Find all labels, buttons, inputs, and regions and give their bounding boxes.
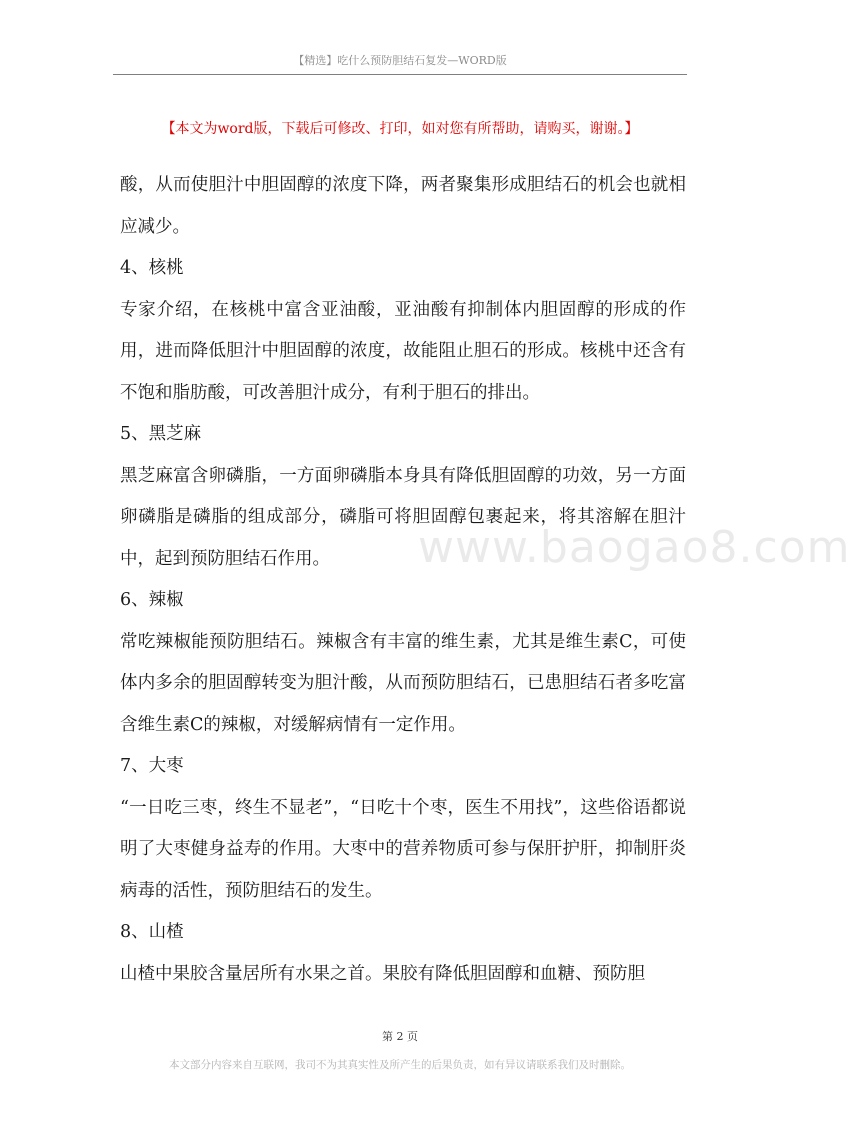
section-paragraph: 常吃辣椒能预防胆结石。辣椒含有丰富的维生素，尤其是维生素C，可使体内多余的胆固醇转变为胆汁酸，从而预防胆结石，已患胆结石者多吃富含维生素C的辣椒，对缓解病情有一定作用。	[120, 631, 686, 735]
section-black-sesame	[120, 414, 686, 580]
section-chili	[120, 580, 686, 746]
intro-paragraph: 酸，从而使胆汁中胆固醇的浓度下降，两者聚集形成胆结石的机会也就相应减少。	[120, 175, 686, 237]
watermark: www.baogao8.com	[418, 522, 850, 573]
section-walnut	[120, 248, 686, 414]
document-body	[120, 165, 686, 995]
page-header	[113, 52, 687, 75]
section-heading: 8、山楂	[120, 922, 184, 942]
section-paragraph: 黑芝麻富含卵磷脂，一方面卵磷脂本身具有降低胆固醇的功效，另一方面卵磷脂是磷脂的组成部分，磷脂可将胆固醇包裹起来，将其溶解在胆汁中，起到预防胆结石作用。	[120, 465, 686, 569]
section-heading: 7、大枣	[120, 756, 184, 776]
section-paragraph: 山楂中果胶含量居所有水果之首。果胶有降低胆固醇和血糖、预防胆	[120, 963, 645, 984]
section-paragraph: 专家介绍，在核桃中富含亚油酸，亚油酸有抑制体内胆固醇的形成的作用，进而降低胆汁中胆固醇的浓度，故能阻止胆石的形成。核桃中还含有不饱和脂肪酸，可改善胆汁成分，有利于胆石的排出。	[120, 299, 686, 403]
footer-disclaimer: 本文部分内容来自互联网，我司不为其真实性及所产生的后果负责，如有异议请联系我们及时删除。	[169, 1059, 631, 1071]
section-heading: 5、黑芝麻	[120, 424, 202, 444]
header-title: 【精选】吃什么预防胆结石复发—WORD版	[293, 54, 507, 67]
section-jujube	[120, 746, 686, 912]
section-hawthorn	[120, 912, 686, 995]
section-paragraph: “一日吃三枣，终生不显老”，“日吃十个枣，医生不用找”，这些俗语都说明了大枣健身益寿的作用。大枣中的营养物质可参与保肝护肝，抑制肝炎病毒的活性，预防胆结石的发生。	[120, 797, 686, 901]
section-heading: 4、核桃	[120, 258, 184, 278]
page-number: 第 2 页	[382, 1030, 418, 1043]
purchase-notice: 【本文为word版，下载后可修改、打印，如对您有所帮助，请购买，谢谢。】	[161, 121, 639, 137]
section-heading: 6、辣椒	[120, 590, 184, 610]
